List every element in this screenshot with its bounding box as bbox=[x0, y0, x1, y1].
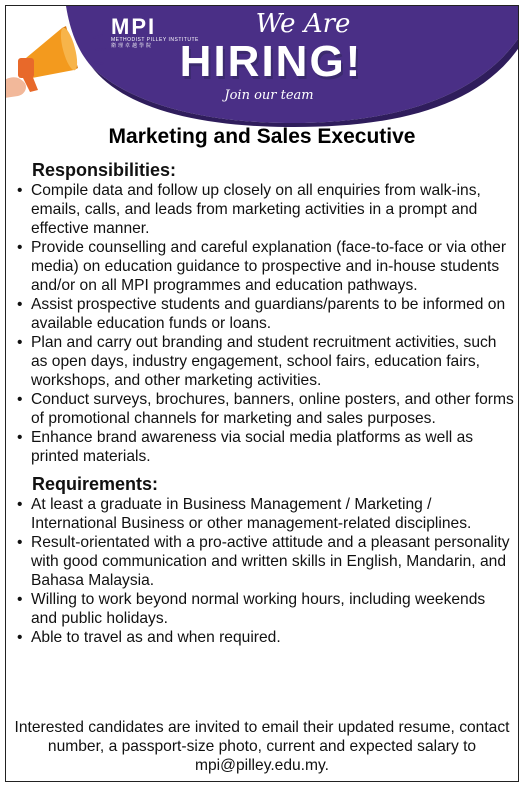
tagline: Join our team bbox=[224, 88, 314, 103]
list-item: • Assist prospective students and guardians/parents to be informed on available education funds or loans. bbox=[14, 295, 514, 333]
hiring-heading: HIRING! bbox=[179, 37, 363, 86]
poster-content bbox=[14, 159, 514, 647]
we-are-text: We Are bbox=[255, 9, 351, 39]
logo-text: MPI bbox=[111, 14, 157, 39]
responsibilities-heading: Responsibilities: bbox=[32, 160, 177, 180]
list-item: • Compile data and follow up closely on all enquiries from walk-ins, emails, calls, and leads from marketing activities in a prompt and effective manner. bbox=[14, 181, 514, 238]
list-item: • Enhance brand awareness via social media platforms as well as printed materials. bbox=[14, 428, 514, 466]
requirements-list bbox=[14, 495, 514, 647]
list-item: • At least a graduate in Business Management / Marketing / International Business or other management-related disciplines. bbox=[14, 495, 514, 533]
list-item: • Result-orientated with a pro-active attitude and a pleasant personality with good communication and written skills in English, Mandarin, and Bahasa Malaysia. bbox=[14, 533, 514, 590]
logo-chinese: 衛理卓越學院 bbox=[111, 43, 154, 49]
logo-subtitle: METHODIST PILLEY INSTITUTE bbox=[111, 37, 199, 43]
list-item: • Able to travel as and when required. bbox=[14, 628, 514, 647]
list-item: • Conduct surveys, brochures, banners, online posters, and other forms of promotional channels for marketing and sales purposes. bbox=[14, 390, 514, 428]
requirements-heading: Requirements: bbox=[32, 474, 159, 494]
list-item: • Plan and carry out branding and student recruitment activities, such as open days, industry engagement, school fairs, education fairs, workshops, and other marketing activities. bbox=[14, 333, 514, 390]
responsibilities-list bbox=[14, 181, 514, 466]
application-instructions: Interested candidates are invited to email their updated resume, contact number, a passport-size photo, current and expected salary to mpi@pilley.edu.my. bbox=[14, 719, 510, 774]
list-item: • Provide counselling and careful explanation (face-to-face or via other media) on education guidance to prospective and in-house students and/or on all MPI programmes and education pathways. bbox=[14, 238, 514, 295]
list-item: • Willing to work beyond normal working hours, including weekends and public holidays. bbox=[14, 590, 514, 628]
megaphone-icon bbox=[5, 20, 84, 100]
job-title: Marketing and Sales Executive bbox=[108, 125, 416, 148]
job-poster bbox=[5, 5, 519, 782]
